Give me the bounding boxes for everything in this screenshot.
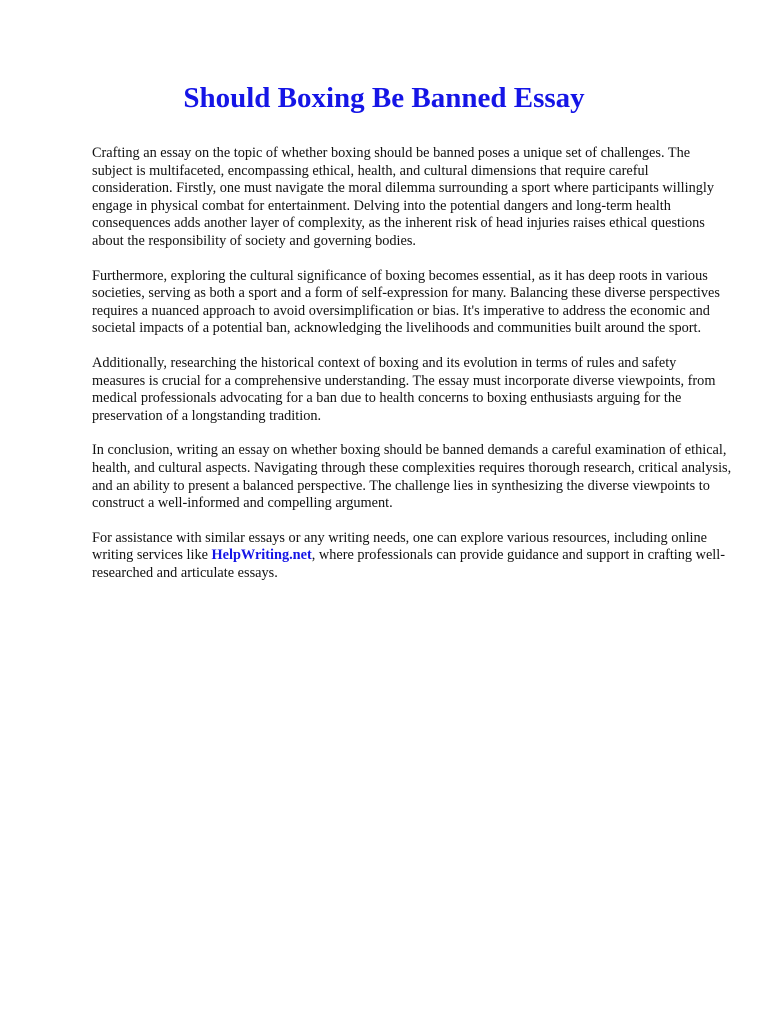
- helpwriting-link[interactable]: HelpWriting.net: [211, 547, 312, 564]
- paragraph-3: Additionally, researching the historical context of boxing and its evolution in terms of rules and safety measures is crucial for a comprehensive understanding. The essay must incorporate diverse viewpoints, from medical professionals advocating for a ban due to health concerns to boxing enthusiasts arguing for the preservation of a longstanding tradition.: [92, 354, 716, 424]
- paragraph-4: In conclusion, writing an essay on whether boxing should be banned demands a careful examination of ethical, health, and cultural aspects. Navigating through these complexities requires thorough research, critical analysis, and an ability to present a balanced perspective. The challenge lies in synthesizing the diverse viewpoints to construct a well-informed and compelling argument.: [92, 442, 732, 512]
- page-title: Should Boxing Be Banned Essay: [183, 82, 585, 114]
- paragraph-2: Furthermore, exploring the cultural significance of boxing becomes essential, as it has deep roots in various societies, serving as both a sport and a form of self-expression for many. Balancing these diverse perspectives requires a nuanced approach to avoid oversimplification or bias. It's imperative to address the economic and societal impacts of a potential ban, acknowledging the livelihoods and communities built around the sport.: [92, 267, 720, 337]
- closing-text-after-link: , where professionals can provide guidance and support in crafting well-researched and articulate essays.: [92, 547, 726, 581]
- paragraph-1: Crafting an essay on the topic of whether boxing should be banned poses a unique set of challenges. The subject is multifaceted, encompassing ethical, health, and cultural dimensions that require careful consideration. Firstly, one must navigate the moral dilemma surrounding a sport where participants willingly engage in physical combat for entertainment. Delving into the potential dangers and long-term health consequences adds another layer of complexity, as the inherent risk of head injuries raises ethical questions about the responsibility of society and governing bodies.: [92, 145, 715, 249]
- closing-paragraph: [92, 530, 732, 583]
- essay-body: [92, 145, 732, 599]
- closing-text-before-link: For assistance with similar essays or any writing needs, one can explore various resources, including online writing services like: [92, 529, 708, 564]
